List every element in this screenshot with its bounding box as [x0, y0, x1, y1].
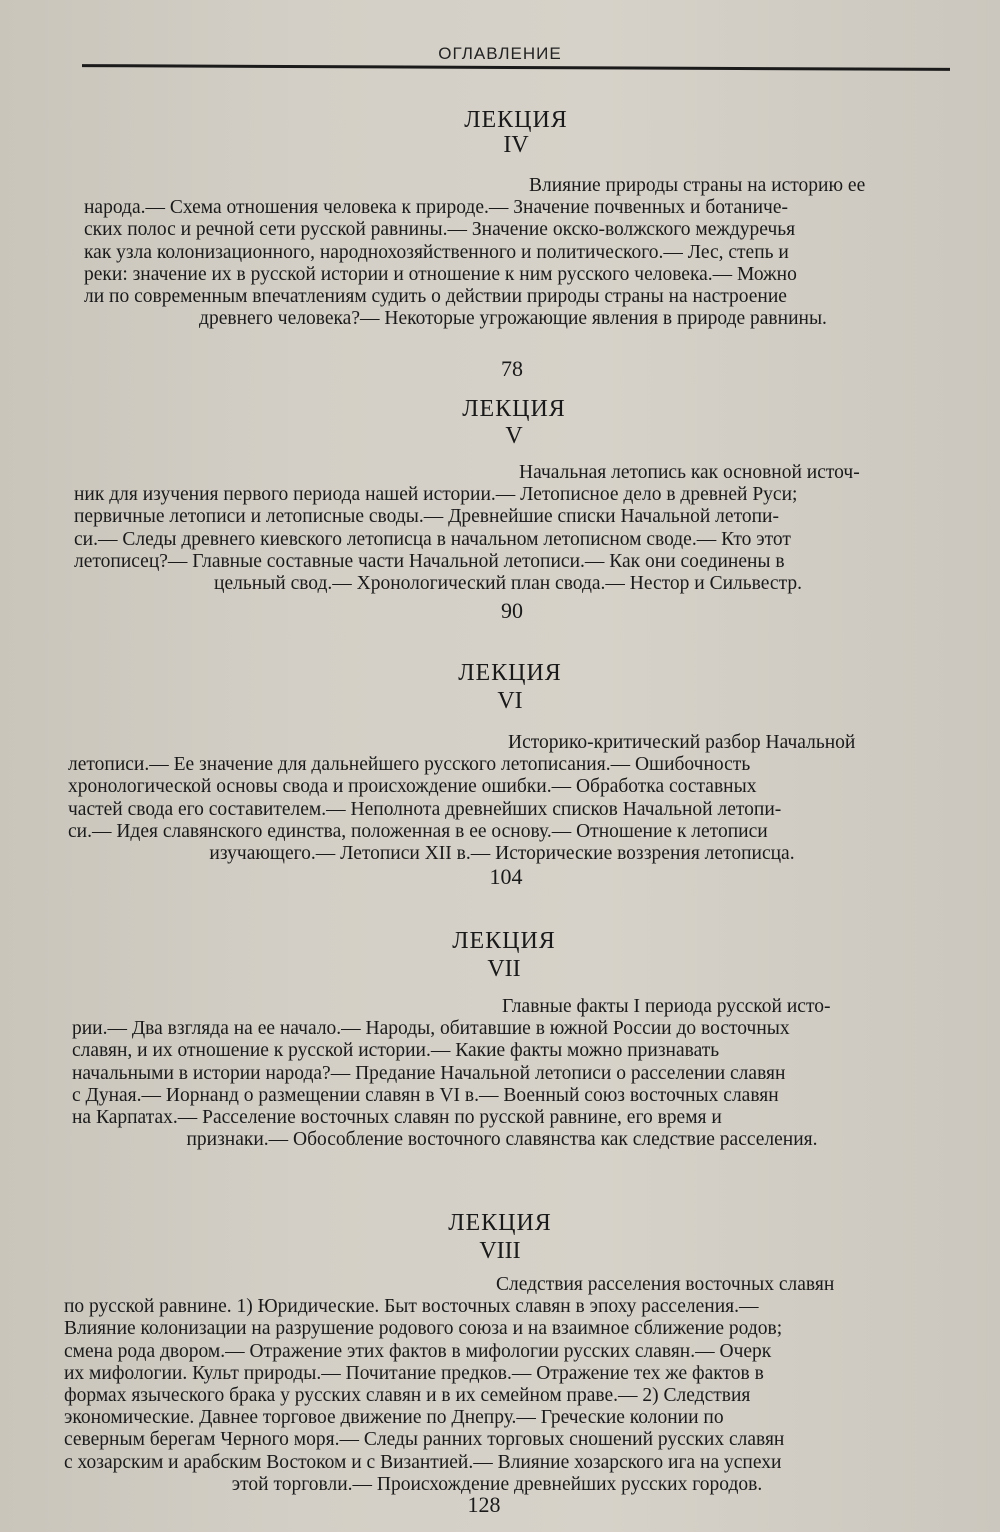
page-number: 90 [501, 598, 523, 623]
lecture-heading: ЛЕКЦИЯ [448, 1210, 552, 1236]
desc-line: Следствия расселения восточных славян [496, 1274, 835, 1295]
desc-line: как узла колонизационного, народнохозяйственного и политического.— Лес, степь и [84, 241, 789, 263]
lecture-number: IV [503, 132, 529, 158]
desc-line: Историко-критический разбор Начальной [508, 732, 856, 753]
desc-line: реки: значение их в русской истории и отношение к ним русского человека.— Можно [84, 263, 797, 285]
lecture-number: VI [497, 688, 523, 714]
desc-line: древнего человека?— Некоторые угрожающие явления в природе равнины. [199, 308, 827, 330]
desc-line: этой торговли.— Происхождение древнейших русских городов. [231, 1473, 763, 1495]
desc-line: цельный свод.— Хронологический план свода.— Нестор и Сильвестр. [214, 573, 802, 595]
lecture-description [74, 462, 942, 595]
desc-line: начальными в истории народа?— Предание Начальной летописи о расселении славян [72, 1062, 786, 1084]
desc-line: по русской равнине. 1) Юридические. Быт восточных славян в эпоху расселения.— [64, 1296, 759, 1318]
lecture-number: VIII [479, 1238, 521, 1264]
desc-line: си.— Следы древнего киевского летописца в начальном летописном своде.— Кто этот [74, 528, 791, 550]
desc-line: с Дуная.— Иорнанд о размещении славян в VI в.— Военный союз восточных славян [72, 1084, 779, 1106]
desc-line: Начальная летопись как основной источ- [519, 462, 860, 483]
desc-line: с хозарским и арабским Востоком и с Византией.— Влияние хозарского ига на успехи [64, 1451, 782, 1473]
desc-line: частей свода его составителем.— Неполнота древнейших списков Начальной летопи- [68, 798, 782, 820]
header-rule [82, 64, 950, 71]
lecture-heading: ЛЕКЦИЯ [464, 107, 568, 133]
lecture-description [84, 175, 942, 330]
desc-line: признаки.— Обособление восточного славянства как следствие расселения. [186, 1129, 818, 1151]
desc-line: Влияние природы страны на историю ее [529, 175, 866, 196]
desc-line: летописи.— Ее значение для дальнейшего русского летописания.— Ошибочность [68, 754, 751, 776]
desc-line: ли по современным впечатлениям судить о действии природы страны на настроение [84, 286, 787, 308]
page-number: 104 [489, 864, 523, 889]
desc-line: ских полос и речной сети русской равнины.— Значение окско-волжского междуречья [84, 219, 796, 241]
desc-line: си.— Идея славянского единства, положенная в ее основу.— Отношение к летописи [68, 820, 768, 842]
running-header: ОГЛАВЛЕНИЕ [438, 44, 562, 63]
desc-line: изучающего.— Летописи XII в.— Исторические воззрения летописца. [209, 843, 795, 865]
lecture-description [64, 1274, 930, 1496]
desc-line: смена рода двором.— Отражение этих фактов в мифологии русских славян.— Очерк [64, 1340, 772, 1362]
lecture-number: VII [487, 956, 521, 982]
lecture-heading: ЛЕКЦИЯ [458, 660, 562, 686]
desc-line: рии.— Два взгляда на ее начало.— Народы, обитавшие в южной России до восточных [72, 1018, 790, 1040]
lecture-description [68, 732, 936, 865]
desc-line: их мифологии. Культ природы.— Почитание предков.— Отражение тех же фактов в [64, 1362, 764, 1384]
desc-line: первичные летописи и летописные своды.— Древнейшие списки Начальной летопи- [74, 506, 779, 528]
desc-line: хронологической основы свода и происхождение ошибки.— Обработка составных [68, 776, 757, 798]
page-number: 78 [501, 356, 523, 381]
desc-line: Влияние колонизации на разрушение родового союза и на взаимное сближение родов; [64, 1318, 783, 1340]
desc-line: славян, и их отношение к русской истории.— Какие факты можно признавать [72, 1040, 720, 1062]
lecture-heading: ЛЕКЦИЯ [462, 396, 566, 422]
lecture-description [72, 996, 932, 1151]
lecture-heading: ЛЕКЦИЯ [452, 928, 556, 954]
desc-line: экономические. Давнее торговое движение по Днепру.— Греческие колонии по [64, 1407, 724, 1429]
desc-line: народа.— Схема отношения человека к природе.— Значение почвенных и ботаниче- [84, 197, 788, 219]
desc-line: северным берегам Черного моря.— Следы ранних торговых сношений русских славян [64, 1429, 785, 1451]
desc-line: ник для изучения первого периода нашей истории.— Летописное дело в древней Руси; [74, 484, 798, 506]
desc-line: летописец?— Главные составные части Начальной летописи.— Как они соединены в [74, 550, 785, 572]
desc-line: Главные факты I периода русской исто- [502, 996, 831, 1017]
page-number: 128 [467, 1492, 501, 1517]
lecture-number: V [505, 423, 523, 449]
desc-line: на Карпатах.— Расселение восточных славян по русской равнине, его время и [72, 1107, 722, 1129]
desc-line: формах языческого брака у русских славян и в их семейном праве.— 2) Следствия [64, 1385, 751, 1407]
